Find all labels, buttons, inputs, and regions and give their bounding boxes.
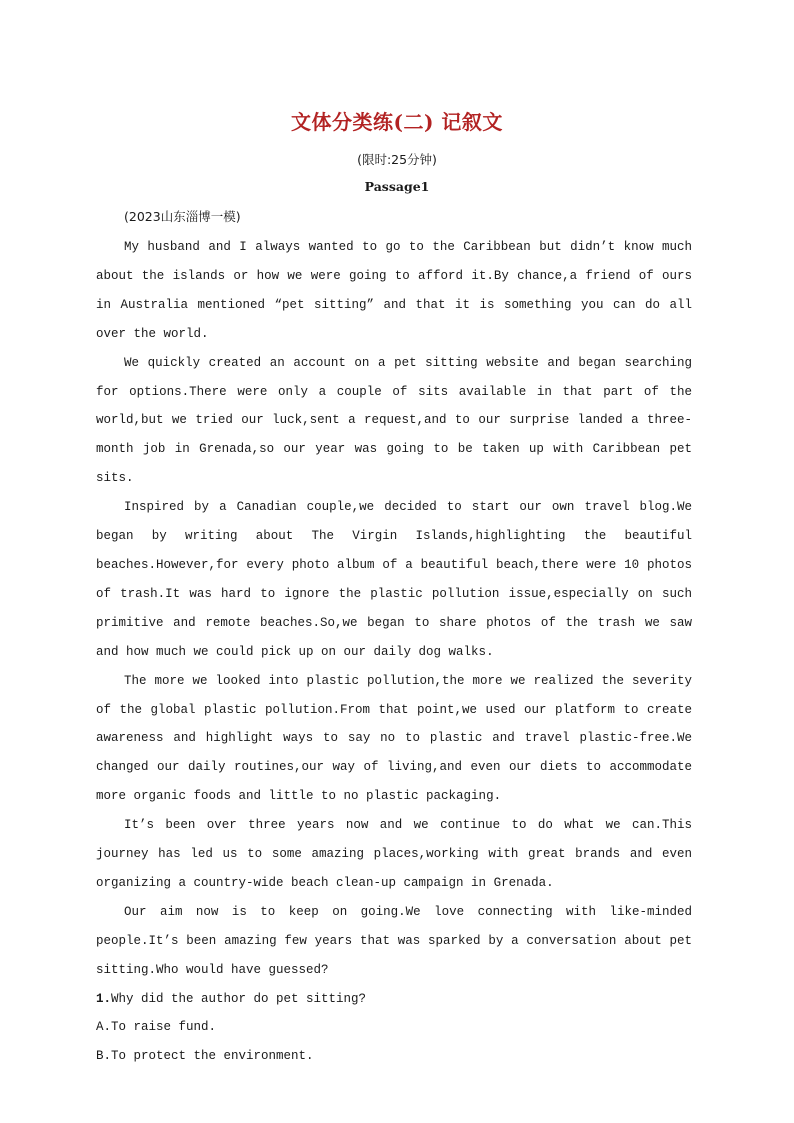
paragraph: The more we looked into plastic pollution,the more we realized the severity of the global plastic pollution.From that point,we used our platform to create awareness and highlight ways to say no to plastic and travel plastic-free.We changed our daily routines,our way of living,and even our diets to accommodate more organic foods and little to no plastic packaging.	[96, 673, 692, 804]
question-text: Why did the author do pet sitting?	[111, 991, 367, 1006]
answer-option: B.To protect the environment.	[96, 1049, 314, 1064]
paragraph: My husband and I always wanted to go to the Caribbean but didn’t know much about the islands or how we were going to afford it.By chance,a friend of ours in Australia mentioned “pet sitting” and that it is something you can do all over the world.	[96, 240, 692, 341]
passage-source: (2023山东淄博一模)	[124, 209, 241, 224]
time-limit: (限时:25分钟)	[357, 152, 437, 167]
paragraph: It’s been over three years now and we continue to do what we can.This journey has led us to some amazing places,working with great brands and even organizing a country-wide beach clean-up campaign in Grenada.	[96, 818, 692, 890]
paragraph: Our aim now is to keep on going.We love connecting with like-minded people.It’s been amazing few years that was sparked by a conversation about pet sitting.Who would have guessed?	[96, 904, 692, 977]
answer-option: A.To raise fund.	[96, 1020, 217, 1035]
passage-label: Passage1	[364, 179, 430, 194]
question	[96, 985, 692, 1014]
passage-body	[96, 233, 692, 1071]
paragraph: Inspired by a Canadian couple,we decided to start our own travel blog.We began by writing about The Virgin Islands,highlighting the beautiful beaches.However,for every photo album of a beautiful beach,there were 10 photos of trash.It was hard to ignore the plastic pollution issue,especially on such primitive and remote beaches.So,we began to share photos of the trash we saw and how much we could pick up on our daily dog walks.	[96, 500, 692, 659]
page-title: 文体分类练(二) 记叙文	[291, 110, 503, 134]
question-number: 1.	[96, 991, 112, 1006]
paragraph: We quickly created an account on a pet sitting website and began searching for options.There were only a couple of sits available in that part of the world,but we tried our luck,sent a request,and to our surprise landed a three-month job in Grenada,so our year was going to be taken up with Caribbean pet sits.	[96, 355, 692, 486]
